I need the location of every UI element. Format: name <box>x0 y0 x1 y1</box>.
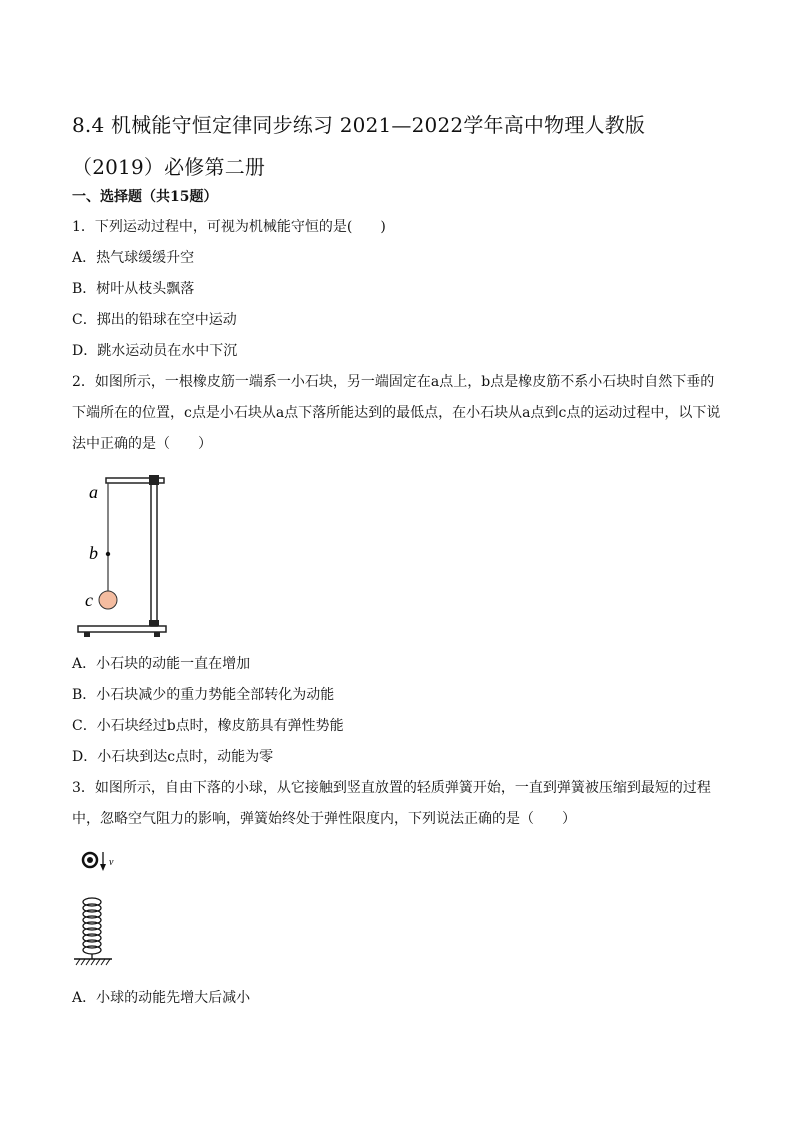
ground-hatching <box>76 959 110 965</box>
section-heading: 一、选择题（共15题） <box>72 189 218 205</box>
question-1-option-a[interactable]: A．热气球缓缓升空 <box>72 250 195 266</box>
question-1-option-b[interactable]: B．树叶从枝头飘落 <box>72 281 195 297</box>
stand-base <box>78 626 166 632</box>
stone-ball <box>99 591 117 609</box>
question-2-figure <box>74 470 174 640</box>
question-2-option-d[interactable]: D．小石块到达c点时，动能为零 <box>72 749 274 765</box>
label-b: b <box>89 543 98 563</box>
question-2-option-a[interactable]: A．小石块的动能一直在增加 <box>72 656 251 672</box>
question-1-option-d[interactable]: D．跳水运动员在水中下沉 <box>72 343 238 359</box>
document-title: 8.4 机械能守恒定律同步练习 2021—2022学年高中物理人教版（2019）必修第二册 <box>72 113 646 179</box>
label-v: v <box>109 857 114 868</box>
question-3-figure <box>72 850 132 970</box>
question-1-option-c[interactable]: C．掷出的铅球在空中运动 <box>72 312 237 328</box>
spring-coil <box>83 898 101 959</box>
stand-rod <box>151 478 157 626</box>
stand-arm-clamp <box>149 475 159 485</box>
label-a: a <box>89 482 98 502</box>
question-3-stem: 3．如图所示，自由下落的小球，从它接触到竖直放置的轻质弹簧开始，一直到弹簧被压缩到最短的过程中，忽略空气阻力的影响，弹簧始终处于弹性限度内，下列说法正确的是（ ） <box>72 780 711 827</box>
question-2-option-c[interactable]: C．小石块经过b点时，橡皮筋具有弹性势能 <box>72 718 344 734</box>
velocity-arrow-head <box>100 864 106 871</box>
label-c: c <box>85 590 93 610</box>
stand-foot-right <box>154 632 160 637</box>
question-2-option-b[interactable]: B．小石块减少的重力势能全部转化为动能 <box>72 687 335 703</box>
question-1-stem: 1．下列运动过程中，可视为机械能守恒的是( ) <box>72 219 386 235</box>
question-3-option-a[interactable]: A．小球的动能先增大后减小 <box>72 990 251 1006</box>
stand-rod-clamp <box>149 620 159 626</box>
point-b-marker <box>106 552 110 556</box>
question-2-stem: 2．如图所示，一根橡皮筋一端系一小石块，另一端固定在a点上，b点是橡皮筋不系小石块时自然下垂的下端所在的位置，c点是小石块从a点下落所能达到的最低点，在小石块从a点到c点的运动过程中，以下说法中正确的是（ ） <box>72 374 721 452</box>
stand-foot-left <box>84 632 90 637</box>
